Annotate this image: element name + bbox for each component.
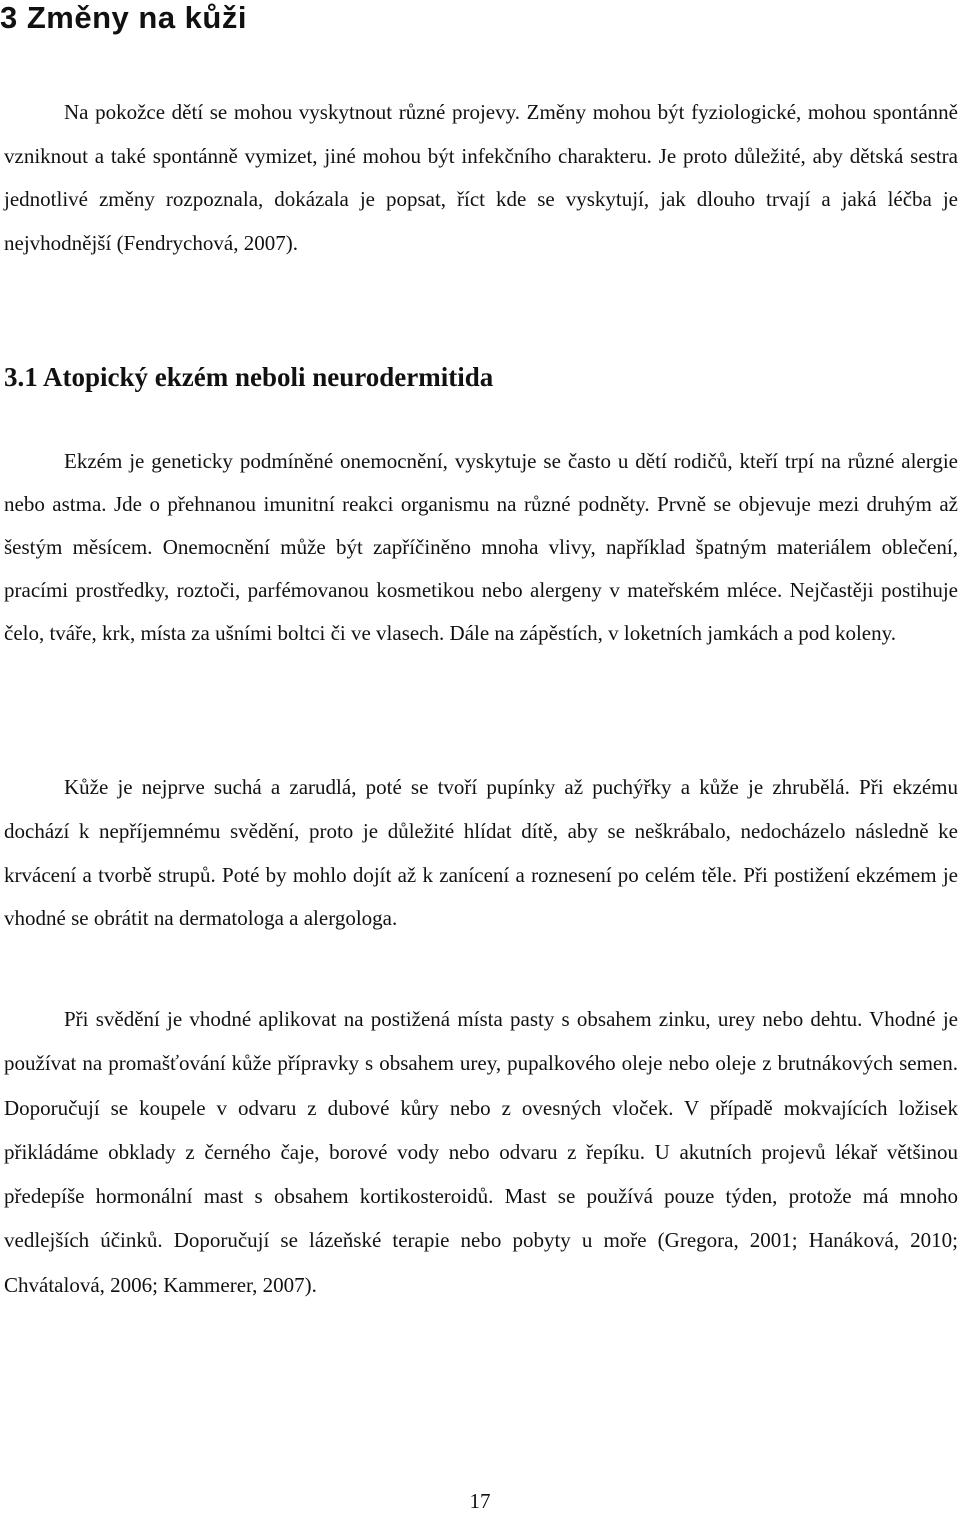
chapter-heading: 3 Změny na kůži <box>0 0 247 35</box>
section-heading: 3.1 Atopický ekzém neboli neurodermitida <box>4 362 494 392</box>
eczema-symptoms-paragraph: Kůže je nejprve suchá a zarudlá, poté se tvoří pupínky až puchýřky a kůže je zhrubělá. Při ekzému dochází k nepříjemnému svědění, proto je důležité hlídat dítě, aby se neškrábalo, nedocházelo následně ke krvácení a tvorbě strupů. Poté by mohlo dojít až k zanícení a roznesení po celém těle. Při postižení ekzémem je vhodné se obrátit na dermatologa a alergologa. <box>4 775 958 931</box>
eczema-description-paragraph: Ekzém je geneticky podmíněné onemocnění, vyskytuje se často u dětí rodičů, kteří trpí na různé alergie nebo astma. Jde o přehnanou imunitní reakci organismu na různé podněty. Prvně se objevuje mezi druhým až šestým měsícem. Onemocnění může být zapříčiněno mnoha vlivy, například špatným materiálem oblečení, pracími prostředky, roztoči, parfémovanou kosmetikou nebo alergeny v mateřském mléce. Nejčastěji postihuje čelo, tváře, krk, místa za ušními boltci či ve vlasech. Dále na zápěstích, v loketních jamkách a pod koleny. <box>4 449 958 646</box>
page-number: 17 <box>469 1489 491 1513</box>
eczema-treatment-paragraph: Při svědění je vhodné aplikovat na postižená místa pasty s obsahem zinku, urey nebo dehtu. Vhodné je používat na promašťování kůže přípravky s obsahem urey, pupalkového oleje nebo oleje z brutnákových semen. Doporučují se koupele v odvaru z dubové kůry nebo z ovesných vloček. V případě mokvajících ložisek přikládáme obklady z černého čaje, borové vody nebo odvaru z řepíku. U akutních projevů lékař většinou předepíše hormonální mast s obsahem kortikosteroidů. Mast se používá pouze týden, protože má mnoho vedlejších účinků. Doporučují se lázeňské terapie nebo pobyty u moře (Gregora, 2001; Hanáková, 2010; Chvátalová, 2006; Kammerer, 2007). <box>4 1007 958 1297</box>
intro-paragraph: Na pokožce dětí se mohou vyskytnout různé projevy. Změny mohou být fyziologické, mohou spontánně vzniknout a také spontánně vymizet, jiné mohou být infekčního charakteru. Je proto důležité, aby dětská sestra jednotlivé změny rozpoznala, dokázala je popsat, říct kde se vyskytují, jak dlouho trvají a jaká léčba je nejvhodnější (Fendrychová, 2007). <box>4 100 958 255</box>
